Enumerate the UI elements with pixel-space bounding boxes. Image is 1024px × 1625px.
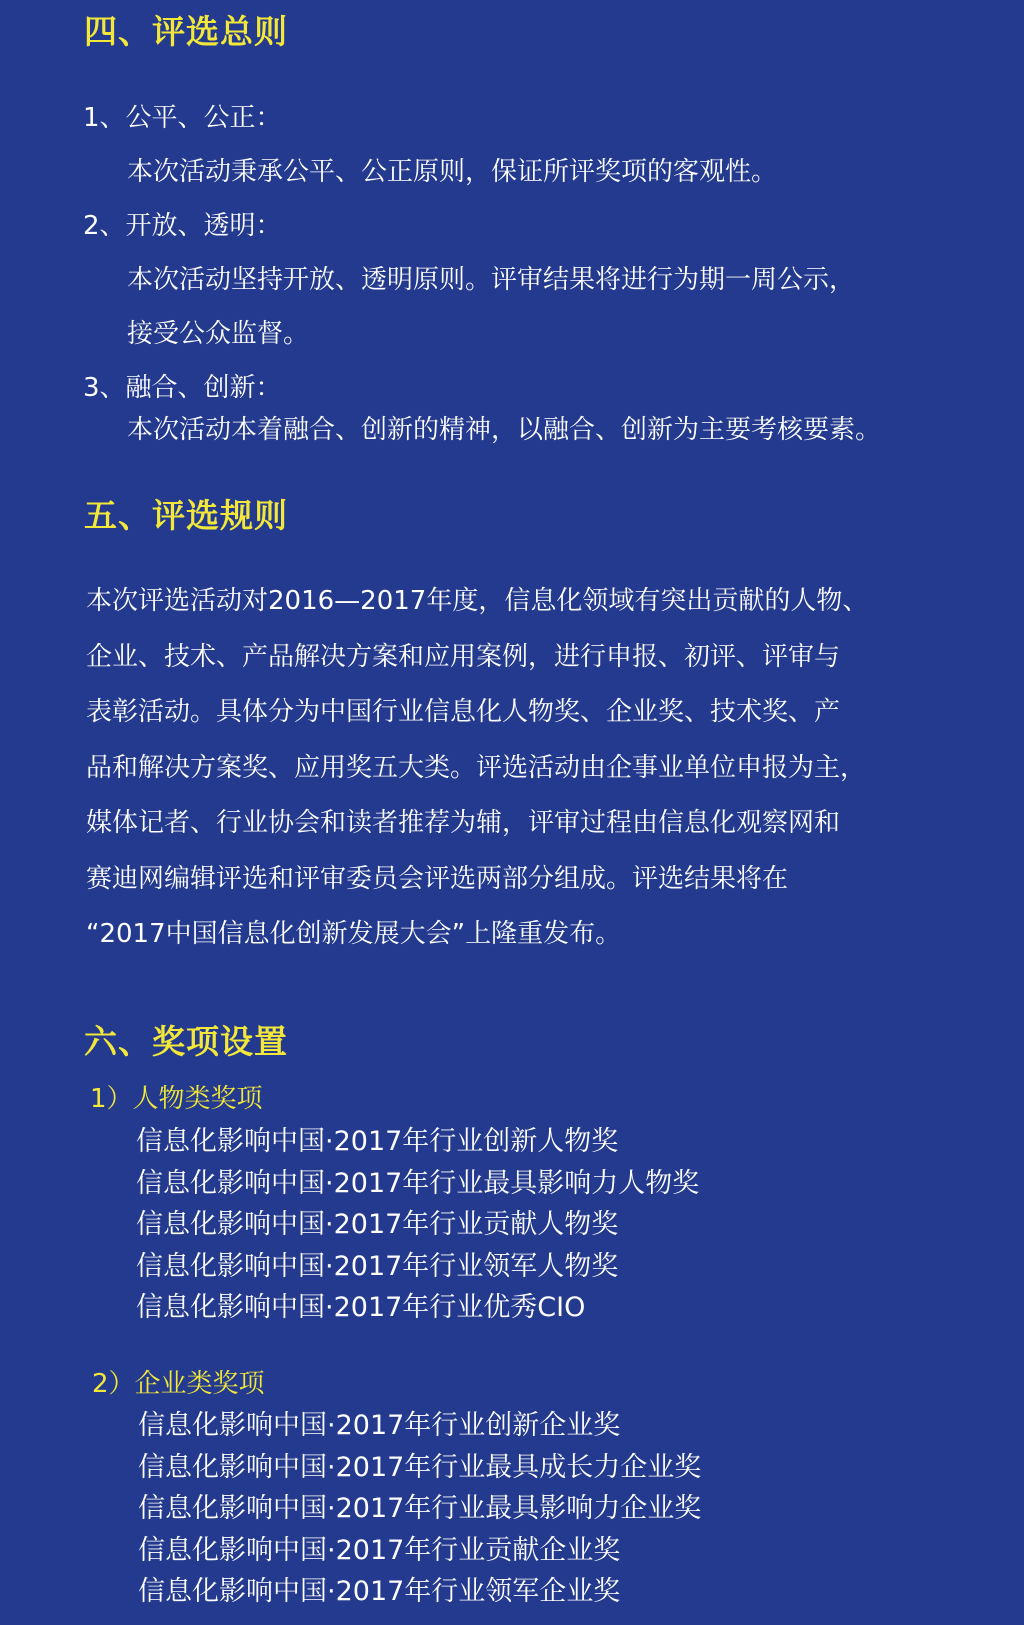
award-item: 信息化影响中国·2017年行业贡献人物奖	[136, 1209, 619, 1240]
award-list-people	[136, 1121, 699, 1329]
award-item: 信息化影响中国·2017年行业最具成长力企业奖	[138, 1451, 702, 1483]
section5-line: 赛迪网编辑评选和评审委员会评选两部分组成。评选结果将在	[86, 863, 789, 894]
section4-item3-text: 本次活动本着融合、创新的精神，以融合、创新为主要考核要素。	[127, 415, 882, 445]
section5-line: “2017中国信息化创新发展大会”上隆重发布。	[86, 919, 622, 949]
award-item: 信息化影响中国·2017年行业最具影响力人物奖	[136, 1167, 700, 1199]
award-item: 信息化影响中国·2017年行业最具影响力企业奖	[138, 1493, 702, 1524]
section4-title: 四、评选总则	[84, 12, 288, 51]
section5-line: 本次评选活动对2016—2017年度，信息化领域有突出贡献的人物、	[86, 586, 869, 616]
section5-line: 品和解决方案奖、应用奖五大类。评选活动由企事业单位申报为主，	[86, 752, 867, 783]
section5-line: 表彰活动。具体分为中国行业信息化人物奖、企业奖、技术奖、产	[86, 697, 841, 727]
award-item: 信息化影响中国·2017年行业领军企业奖	[138, 1576, 621, 1607]
award-item: 信息化影响中国·2017年行业领军人物奖	[136, 1250, 619, 1282]
section6-title: 六、奖项设置	[84, 1022, 288, 1061]
award-group-enterprise-label: 2）企业类奖项	[92, 1369, 265, 1399]
award-group-people-label: 1）人物类奖项	[90, 1084, 263, 1114]
section4-item1-heading: 1、公平、公正：	[83, 103, 282, 133]
section5-line: 企业、技术、产品解决方案和应用案例，进行申报、初评、评审与	[86, 641, 841, 672]
section5-paragraph	[86, 574, 986, 963]
award-item: 信息化影响中国·2017年行业优秀CIO	[136, 1292, 586, 1323]
section4-item2-text-line1: 本次活动坚持开放、透明原则。评审结果将进行为期一周公示，	[127, 265, 856, 295]
award-item: 信息化影响中国·2017年行业贡献企业奖	[138, 1534, 621, 1566]
section5-title: 五、评选规则	[84, 496, 288, 535]
section4-item2-text-line2: 接受公众监督。	[127, 319, 310, 349]
section4-item2-heading: 2、开放、透明：	[83, 211, 282, 241]
section4-item3-heading: 3、融合、创新：	[83, 373, 282, 403]
section4-item1-text: 本次活动秉承公平、公正原则，保证所评奖项的客观性。	[127, 157, 778, 187]
section5-line: 媒体记者、行业协会和读者推荐为辅，评审过程由信息化观察网和	[86, 808, 841, 838]
award-item: 信息化影响中国·2017年行业创新人物奖	[136, 1126, 619, 1157]
award-item: 信息化影响中国·2017年行业创新企业奖	[138, 1410, 621, 1441]
award-list-enterprise	[138, 1405, 701, 1613]
